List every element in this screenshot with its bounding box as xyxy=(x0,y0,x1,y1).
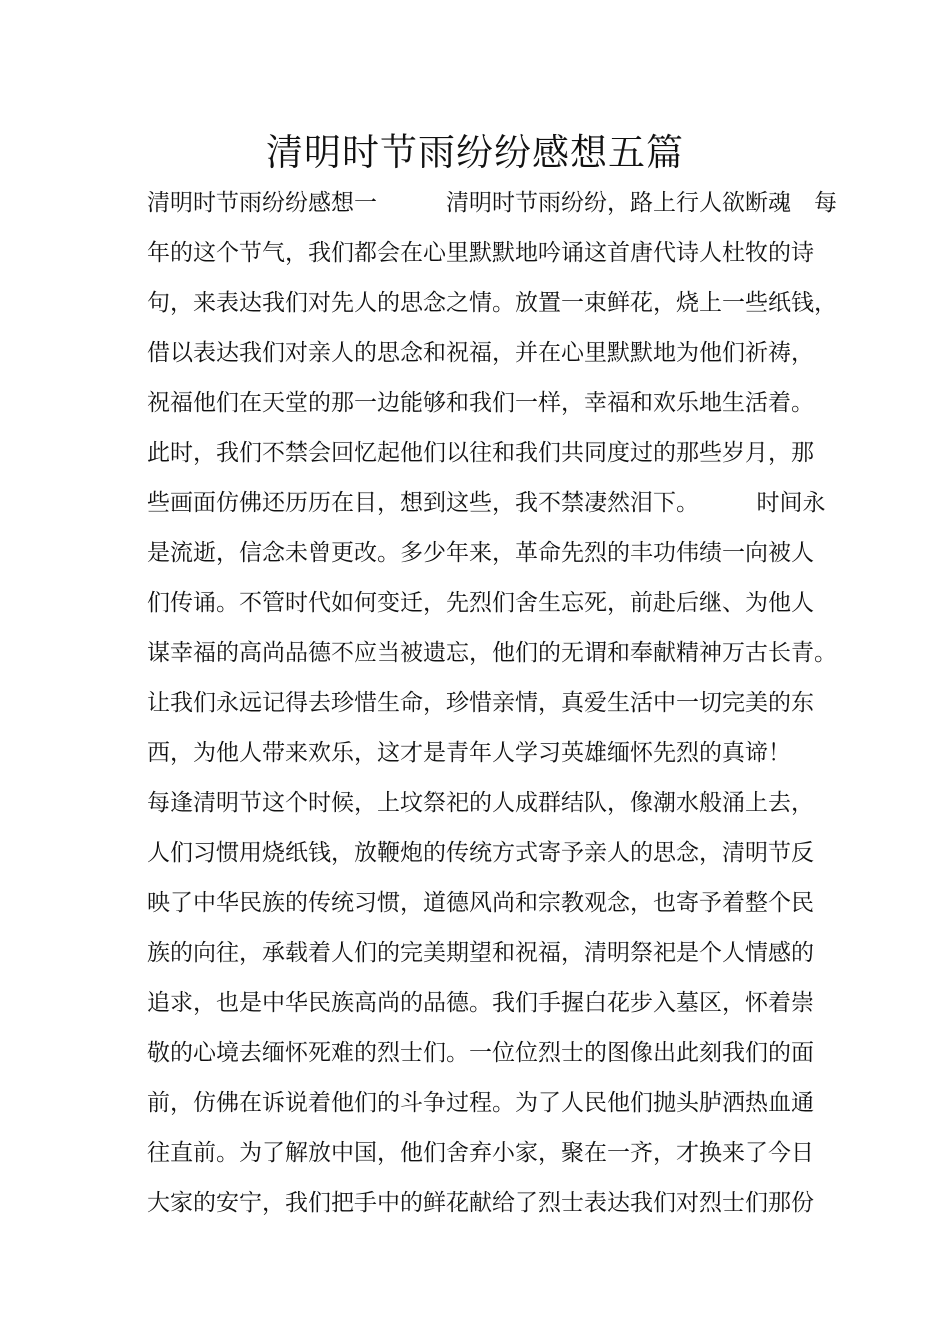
body-line: 句，来表达我们对先人的思念之情。放置一束鲜花，烧上一些纸钱， xyxy=(147,290,837,316)
body-line: 大家的安宁，我们把手中的鲜花献给了烈士表达我们对烈士们那份 xyxy=(147,1190,814,1216)
body-line: 祝福他们在天堂的那一边能够和我们一样，幸福和欢乐地生活着。 xyxy=(147,390,814,416)
document-title: 清明时节雨纷纷感想五篇 xyxy=(266,131,684,174)
body-line: 们传诵。不管时代如何变迁，先烈们舍生忘死，前赴后继、为他人 xyxy=(147,590,814,616)
body-line: 映了中华民族的传统习惯，道德风尚和宗教观念，也寄予着整个民 xyxy=(147,890,814,916)
body-line: 让我们永远记得去珍惜生命，珍惜亲情，真爱生活中一切完美的东 xyxy=(147,690,814,716)
body-line: 前，仿佛在诉说着他们的斗争过程。为了人民他们抛头胪洒热血通 xyxy=(147,1090,814,1116)
body-line: 些画面仿佛还历历在目，想到这些，我不禁凄然泪下。 时间永 xyxy=(147,490,826,516)
body-line: 谋幸福的高尚品德不应当被遗忘，他们的无谓和奉献精神万古长青。 xyxy=(147,640,837,666)
body-line: 此时，我们不禁会回忆起他们以往和我们共同度过的那些岁月，那 xyxy=(147,440,814,466)
body-line: 年的这个节气，我们都会在心里默默地吟诵这首唐代诗人杜牧的诗 xyxy=(147,240,814,266)
body-line: 清明时节雨纷纷感想一 清明时节雨纷纷，路上行人欲断魂 每 xyxy=(147,190,837,216)
body-line: 往直前。为了解放中国，他们舍弃小家，聚在一齐，才换来了今日 xyxy=(147,1140,814,1166)
body-line: 族的向往，承载着人们的完美期望和祝福，清明祭祀是个人情感的 xyxy=(147,940,814,966)
body-line: 敬的心境去缅怀死难的烈士们。一位位烈士的图像出此刻我们的面 xyxy=(147,1040,814,1066)
body-line: 借以表达我们对亲人的思念和祝福，并在心里默默地为他们祈祷， xyxy=(147,340,814,366)
body-line: 人们习惯用烧纸钱，放鞭炮的传统方式寄予亲人的思念，清明节反 xyxy=(147,840,814,866)
body-line: 西，为他人带来欢乐，这才是青年人学习英雄缅怀先烈的真谛！ xyxy=(147,740,791,766)
body-line: 每逢清明节这个时候，上坟祭祀的人成群结队，像潮水般涌上去， xyxy=(147,790,814,816)
body-line: 追求，也是中华民族高尚的品德。我们手握白花步入墓区，怀着崇 xyxy=(147,990,814,1016)
body-line: 是流逝，信念未曾更改。多少年来，革命先烈的丰功伟绩一向被人 xyxy=(147,540,814,566)
